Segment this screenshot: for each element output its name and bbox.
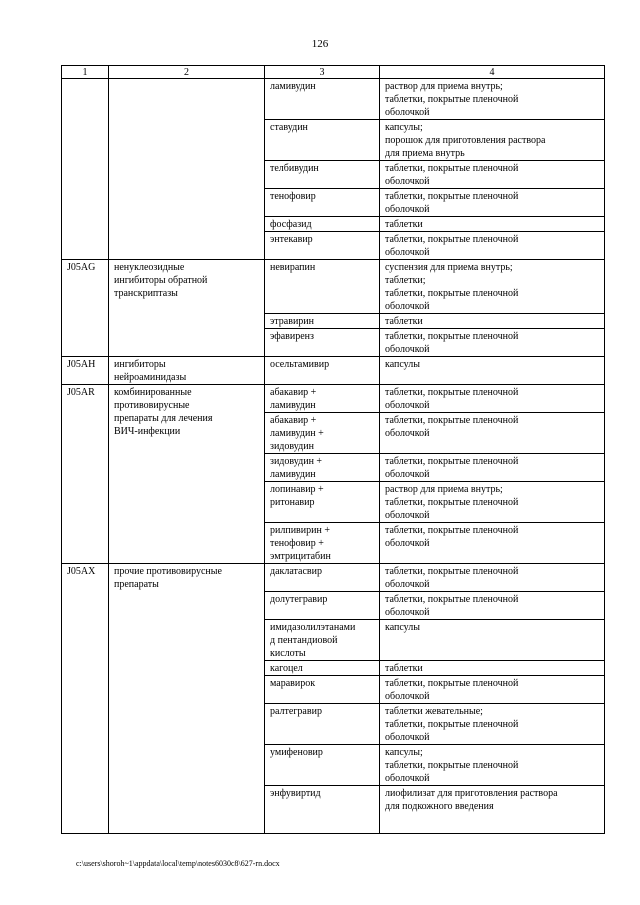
group-name-cell: [109, 385, 265, 564]
drug-name-line: абакавир +: [270, 387, 317, 398]
dosage-form-cell: [380, 661, 605, 676]
drug-name-line: умифеновир: [270, 747, 323, 758]
dosage-form-line: оболочкой: [385, 204, 430, 215]
dosage-form-line: таблетки: [385, 663, 423, 674]
dosage-form-line: оболочкой: [385, 538, 430, 549]
column-header: 4: [380, 66, 605, 79]
atc-code-cell: [62, 79, 109, 260]
drug-name-line: рилпивирин +: [270, 525, 330, 536]
dosage-form-line: таблетки, покрытые пленочной: [385, 387, 519, 398]
drug-name-line: лопинавир +: [270, 484, 324, 495]
dosage-form-line: порошок для приготовления раствора: [385, 135, 546, 146]
table-row: [62, 79, 605, 120]
drug-name-line: даклатасвир: [270, 566, 322, 577]
drug-name-cell: [265, 620, 380, 661]
drug-name-cell: [265, 413, 380, 454]
drug-name-line: эфавиренз: [270, 331, 314, 342]
drug-table: [61, 65, 605, 834]
dosage-form-line: оболочкой: [385, 469, 430, 480]
drug-name-cell: [265, 704, 380, 745]
dosage-form-line: оболочкой: [385, 247, 430, 258]
drug-name-line: маравирок: [270, 678, 316, 689]
drug-name-line: зидовудин +: [270, 456, 323, 467]
dosage-form-cell: [380, 413, 605, 454]
dosage-form-line: таблетки, покрытые пленочной: [385, 191, 519, 202]
group-name-line: препараты для лечения: [114, 413, 213, 424]
dosage-form-cell: [380, 523, 605, 564]
drug-name-line: телбивудин: [270, 163, 319, 174]
dosage-form-line: оболочкой: [385, 344, 430, 355]
dosage-form-line: оболочкой: [385, 428, 430, 439]
dosage-form-line: раствор для приема внутрь;: [385, 484, 503, 495]
drug-name-cell: [265, 161, 380, 189]
drug-name-cell: [265, 260, 380, 314]
atc-code: J05AH: [67, 359, 96, 370]
group-name-line: комбинированные: [114, 387, 192, 398]
group-name-line: ингибиторы обратной: [114, 275, 208, 286]
atc-code: J05AR: [67, 387, 95, 398]
atc-code-cell: [62, 564, 109, 834]
group-name-line: нейроаминидазы: [114, 372, 187, 383]
drug-name-line: д пентандиовой: [270, 635, 338, 646]
drug-name-line: кагоцел: [270, 663, 303, 674]
drug-name-line: ставудин: [270, 122, 308, 133]
drug-name-cell: [265, 329, 380, 357]
drug-name-cell: [265, 745, 380, 786]
atc-code: J05AG: [67, 262, 96, 273]
dosage-form-line: таблетки, покрытые пленочной: [385, 497, 519, 508]
dosage-form-cell: [380, 745, 605, 786]
group-name-cell: [109, 260, 265, 357]
drug-name-line: невирапин: [270, 262, 316, 273]
dosage-form-line: раствор для приема внутрь;: [385, 81, 503, 92]
drug-name-cell: [265, 120, 380, 161]
dosage-form-line: таблетки, покрытые пленочной: [385, 415, 519, 426]
dosage-form-cell: [380, 620, 605, 661]
dosage-form-line: таблетки, покрытые пленочной: [385, 331, 519, 342]
dosage-form-line: для подкожного введения: [385, 801, 494, 812]
drug-name-line: ламивудин: [270, 469, 316, 480]
group-name-line: транскриптазы: [114, 288, 178, 299]
drug-name-line: энфувиртид: [270, 788, 321, 799]
file-path-footer: c:\users\shoroh~1\appdata\local\temp\notes6030c8\627-rn.docx: [76, 859, 280, 868]
dosage-form-line: таблетки, покрытые пленочной: [385, 678, 519, 689]
drug-name-line: тенофовир +: [270, 538, 324, 549]
dosage-form-line: оболочкой: [385, 607, 430, 618]
dosage-form-cell: [380, 592, 605, 620]
drug-name-line: этравирин: [270, 316, 314, 327]
drug-name-line: ламивудин: [270, 400, 316, 411]
group-name-line: противовирусные: [114, 400, 190, 411]
dosage-form-cell: [380, 161, 605, 189]
atc-code: J05AX: [67, 566, 96, 577]
drug-name-line: энтекавир: [270, 234, 313, 245]
drug-name-cell: [265, 357, 380, 385]
dosage-form-cell: [380, 260, 605, 314]
drug-name-line: эмтрицитабин: [270, 551, 331, 562]
drug-name-line: ритонавир: [270, 497, 315, 508]
dosage-form-line: капсулы;: [385, 122, 423, 133]
group-name-line: ВИЧ-инфекции: [114, 426, 181, 437]
group-name-line: ненуклеозидные: [114, 262, 185, 273]
table-header-row: [62, 66, 605, 79]
drug-name-line: абакавир +: [270, 415, 317, 426]
column-header: 1: [62, 66, 109, 79]
drug-name-cell: [265, 385, 380, 413]
group-name-line: препараты: [114, 579, 159, 590]
dosage-form-line: оболочкой: [385, 107, 430, 118]
drug-name-cell: [265, 79, 380, 120]
drug-name-cell: [265, 232, 380, 260]
dosage-form-line: таблетки, покрытые пленочной: [385, 234, 519, 245]
group-name-cell: [109, 357, 265, 385]
atc-code-cell: [62, 260, 109, 357]
dosage-form-line: таблетки, покрытые пленочной: [385, 719, 519, 730]
drug-name-line: ралтегравир: [270, 706, 322, 717]
page-number: 126: [311, 38, 329, 50]
dosage-form-line: оболочкой: [385, 301, 430, 312]
atc-code-cell: [62, 357, 109, 385]
dosage-form-cell: [380, 120, 605, 161]
dosage-form-line: таблетки: [385, 316, 423, 327]
dosage-form-line: таблетки, покрытые пленочной: [385, 566, 519, 577]
dosage-form-line: таблетки, покрытые пленочной: [385, 94, 519, 105]
atc-code-cell: [62, 385, 109, 564]
dosage-form-cell: [380, 482, 605, 523]
dosage-form-cell: [380, 314, 605, 329]
dosage-form-line: оболочкой: [385, 732, 430, 743]
dosage-form-line: лиофилизат для приготовления раствора: [385, 788, 558, 799]
drug-name-cell: [265, 786, 380, 834]
table-row: [62, 385, 605, 413]
column-header: 2: [109, 66, 265, 79]
drug-name-cell: [265, 454, 380, 482]
drug-name-line: зидовудин: [270, 441, 314, 452]
dosage-form-cell: [380, 564, 605, 592]
dosage-form-line: капсулы: [385, 622, 420, 633]
drug-name-line: имидазолилэтанами: [270, 622, 356, 633]
dosage-form-line: таблетки;: [385, 275, 426, 286]
drug-name-line: осельтамивир: [270, 359, 330, 370]
group-name-cell: [109, 79, 265, 260]
drug-name-cell: [265, 217, 380, 232]
dosage-form-line: таблетки, покрытые пленочной: [385, 760, 519, 771]
drug-name-cell: [265, 676, 380, 704]
drug-name-line: долутегравир: [270, 594, 328, 605]
dosage-form-cell: [380, 357, 605, 385]
dosage-form-cell: [380, 786, 605, 834]
table-row: [62, 357, 605, 385]
table-row: [62, 260, 605, 314]
drug-name-cell: [265, 564, 380, 592]
dosage-form-line: таблетки, покрытые пленочной: [385, 163, 519, 174]
dosage-form-line: суспензия для приема внутрь;: [385, 262, 513, 273]
drug-name-line: ламивудин +: [270, 428, 324, 439]
drug-name-cell: [265, 661, 380, 676]
dosage-form-line: таблетки, покрытые пленочной: [385, 525, 519, 536]
drug-name-cell: [265, 314, 380, 329]
drug-name-cell: [265, 523, 380, 564]
group-name-line: ингибиторы: [114, 359, 166, 370]
dosage-form-cell: [380, 329, 605, 357]
dosage-form-cell: [380, 704, 605, 745]
drug-name-cell: [265, 482, 380, 523]
dosage-form-line: таблетки: [385, 219, 423, 230]
dosage-form-cell: [380, 676, 605, 704]
dosage-form-line: таблетки, покрытые пленочной: [385, 456, 519, 467]
dosage-form-line: оболочкой: [385, 579, 430, 590]
dosage-form-cell: [380, 232, 605, 260]
group-name-cell: [109, 564, 265, 834]
drug-name-cell: [265, 189, 380, 217]
drug-name-cell: [265, 592, 380, 620]
drug-name-line: ламивудин: [270, 81, 316, 92]
group-name-line: прочие противовирусные: [114, 566, 222, 577]
drug-name-line: фосфазид: [270, 219, 312, 230]
dosage-form-line: таблетки жевательные;: [385, 706, 483, 717]
dosage-form-line: оболочкой: [385, 400, 430, 411]
drug-name-line: кислоты: [270, 648, 306, 659]
dosage-form-line: оболочкой: [385, 773, 430, 784]
column-header: 3: [265, 66, 380, 79]
dosage-form-line: для приема внутрь: [385, 148, 465, 159]
dosage-form-line: капсулы;: [385, 747, 423, 758]
dosage-form-cell: [380, 189, 605, 217]
drug-name-line: тенофовир: [270, 191, 316, 202]
dosage-form-cell: [380, 79, 605, 120]
dosage-form-line: оболочкой: [385, 176, 430, 187]
dosage-form-cell: [380, 454, 605, 482]
dosage-form-line: оболочкой: [385, 691, 430, 702]
dosage-form-line: капсулы: [385, 359, 420, 370]
dosage-form-cell: [380, 217, 605, 232]
dosage-form-line: таблетки, покрытые пленочной: [385, 288, 519, 299]
dosage-form-line: оболочкой: [385, 510, 430, 521]
dosage-form-line: таблетки, покрытые пленочной: [385, 594, 519, 605]
dosage-form-cell: [380, 385, 605, 413]
table-row: [62, 564, 605, 592]
